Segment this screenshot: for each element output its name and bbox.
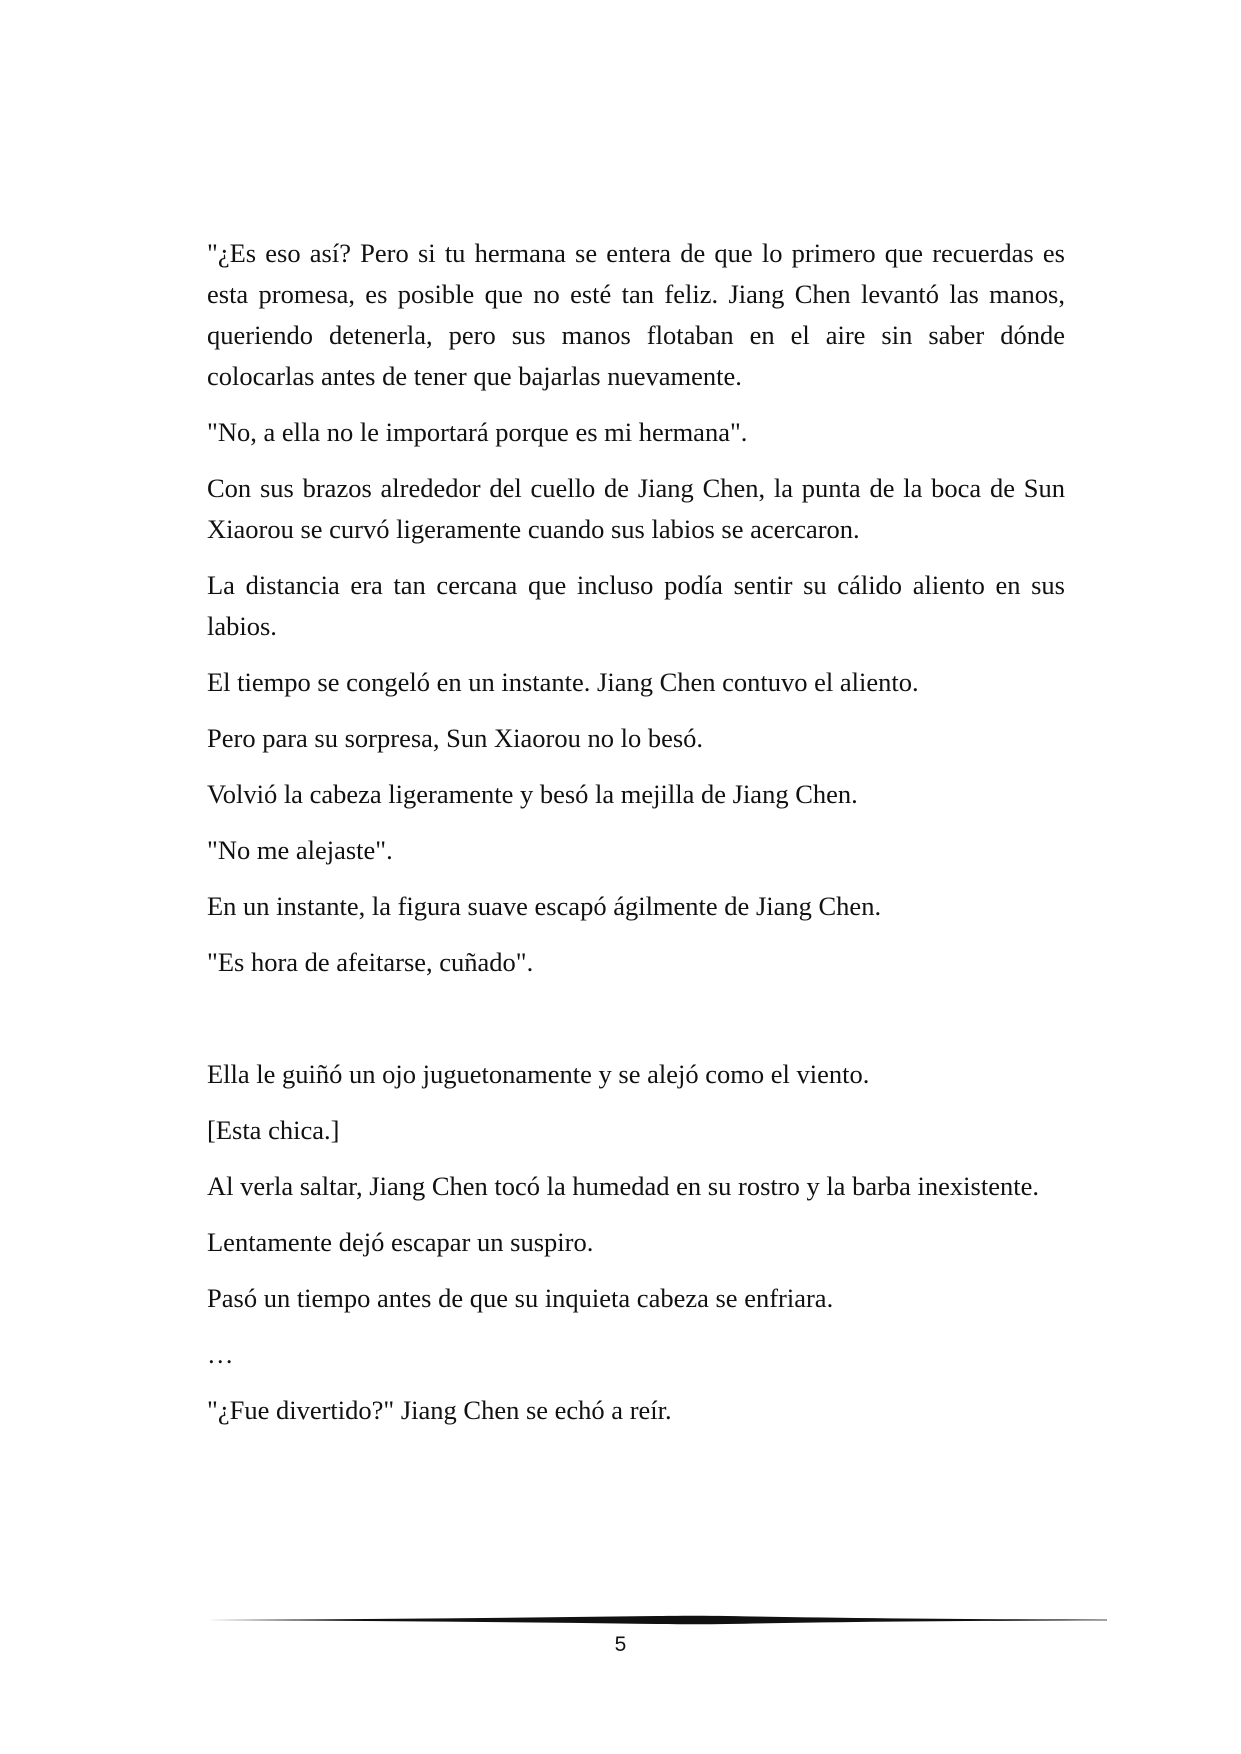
scene-break-ellipsis: … [207, 1339, 234, 1369]
paragraph: En un instante, la figura suave escapó ágilmente de Jiang Chen. [207, 891, 882, 921]
paragraph: [Esta chica.] [207, 1115, 340, 1145]
paragraph: Al verla saltar, Jiang Chen tocó la humedad en su rostro y la barba inexistente. [207, 1171, 1039, 1201]
paragraph: El tiempo se congeló en un instante. Jiang Chen contuvo el aliento. [207, 667, 919, 697]
paragraph: Lentamente dejó escapar un suspiro. [207, 1227, 594, 1257]
section-gap [207, 998, 1065, 1054]
paragraph: "¿Fue divertido?" Jiang Chen se echó a reír. [207, 1395, 672, 1425]
paragraph: "Es hora de afeitarse, cuñado". [207, 947, 534, 977]
paragraph: Pasó un tiempo antes de que su inquieta cabeza se enfriara. [207, 1283, 834, 1313]
footer-rule [207, 1614, 1107, 1626]
paragraph: Con sus brazos alrededor del cuello de Jiang Chen, la punta de la boca de Sun Xiaorou se curvó ligeramente cuando sus labios se acercaron. [207, 473, 1065, 544]
paragraph: "¿Es eso así? Pero si tu hermana se entera de que lo primero que recuerdas es esta promesa, es posible que no esté tan feliz. Jiang Chen levantó las manos, queriendo detenerla, pero sus manos flotaban en el aire sin saber dónde colocarlas antes de tener que bajarlas nuevamente. [207, 238, 1065, 391]
paragraph: "No, a ella no le importará porque es mi hermana". [207, 417, 748, 447]
page-number: 5 [614, 1633, 627, 1656]
page-body [207, 233, 1065, 1446]
paragraph: "No me alejaste". [207, 835, 393, 865]
paragraph: Ella le guiñó un ojo juguetonamente y se alejó como el viento. [207, 1059, 870, 1089]
paragraph: La distancia era tan cercana que incluso podía sentir su cálido aliento en sus labios. [207, 570, 1065, 641]
paragraph: Volvió la cabeza ligeramente y besó la mejilla de Jiang Chen. [207, 779, 858, 809]
paragraph: Pero para su sorpresa, Sun Xiaorou no lo besó. [207, 723, 704, 753]
